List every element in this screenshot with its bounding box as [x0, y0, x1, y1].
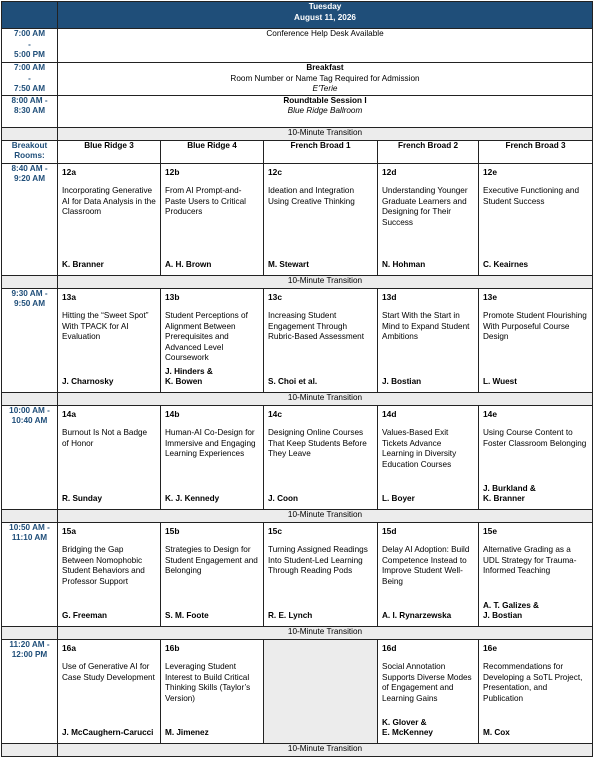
general-row: [2, 63, 593, 96]
session-code: 12d: [382, 166, 397, 177]
header-corner: [2, 2, 58, 29]
room-header: French Broad 1: [264, 140, 378, 163]
session-cell: [58, 522, 161, 626]
date-label: August 11, 2026: [294, 12, 356, 22]
session-title: Bridging the Gap Between Nomophobic Student Behaviors and Professor Support: [62, 545, 145, 586]
session-title: Increasing Student Engagement Through Rubric-Based Assessment: [268, 311, 365, 341]
session-title: Recommendations for Developing a SoTL Project, Presentation, and Publication: [483, 662, 583, 703]
session-presenter: M. Jimenez: [165, 728, 209, 737]
session-cell: [479, 288, 593, 392]
schedule-table: [1, 1, 593, 757]
session-cell: [58, 288, 161, 392]
session-presenter: J. Bostian: [382, 377, 422, 386]
session-title: Strategies to Design for Student Engagement and Belonging: [165, 545, 258, 575]
event-line: Breakfast: [306, 63, 344, 72]
session-title: Incorporating Generative AI for Data Analysis in the Classroom: [62, 186, 156, 216]
transition-time-blank: [2, 392, 58, 405]
session-presenter: N. Hohman: [382, 260, 426, 269]
session-presenter: J. Coon: [268, 494, 299, 503]
session-code: 14c: [268, 408, 282, 419]
session-code: 15c: [268, 525, 282, 536]
session-presenter: K. Glover & E. McKenney: [382, 717, 433, 737]
session-code: 16b: [165, 642, 180, 653]
session-cell: [479, 522, 593, 626]
time-slot: 9:30 AM - 9:50 AM: [2, 288, 58, 392]
session-code: 12c: [268, 166, 282, 177]
transition-row: [2, 626, 593, 639]
session-title: Ideation and Integration Using Creative Thinking: [268, 186, 355, 206]
session-cell: [378, 522, 479, 626]
event-line: E'Terie: [312, 84, 338, 93]
session-code: 12a: [62, 166, 76, 177]
time-slot: 8:40 AM - 9:20 AM: [2, 163, 58, 275]
session-presenter: J. Charnosky: [62, 377, 114, 386]
session-cell: [264, 405, 378, 509]
session-code: 13c: [268, 291, 282, 302]
session-cell: [378, 288, 479, 392]
transition-row: [2, 275, 593, 288]
time-slot: 7:00 AM - 7:50 AM: [2, 63, 58, 96]
session-presenter: K. Branner: [62, 260, 104, 269]
time-slot: 10:00 AM - 10:40 AM: [2, 405, 58, 509]
session-cell: [58, 163, 161, 275]
session-presenter: J. Burkland & K. Branner: [483, 483, 536, 503]
session-code: 13e: [483, 291, 497, 302]
time-slot: 7:00 AM - 5:00 PM: [2, 29, 58, 63]
session-cell: [479, 163, 593, 275]
session-presenter: S. M. Foote: [165, 611, 209, 620]
session-title: Social Annotation Supports Diverse Modes of Engagement and Learning Gains: [382, 662, 472, 703]
session-title: Designing Online Courses That Keep Students Before They Leave: [268, 428, 367, 458]
session-presenter: L. Wuest: [483, 377, 517, 386]
transition-label: 10-Minute Transition: [58, 743, 593, 756]
transition-time-blank: [2, 275, 58, 288]
transition-time-blank: [2, 509, 58, 522]
time-slot: 8:00 AM - 8:30 AM: [2, 95, 58, 127]
session-block-row: [2, 639, 593, 743]
session-title: Promote Student Flourishing With Purposeful Course Design: [483, 311, 587, 341]
general-event: [58, 63, 593, 96]
session-presenter: C. Keairnes: [483, 260, 529, 269]
session-title: Leveraging Student Interest to Build Critical Thinking Skills (Taylor’s Version): [165, 662, 251, 703]
session-code: 12e: [483, 166, 497, 177]
session-code: 15a: [62, 525, 76, 536]
general-event: [58, 95, 593, 127]
session-block-row: [2, 522, 593, 626]
transition-label: 10-Minute Transition: [58, 275, 593, 288]
session-presenter: R. Sunday: [62, 494, 103, 503]
session-presenter: G. Freeman: [62, 611, 108, 620]
transition-row: [2, 743, 593, 756]
session-cell: [264, 288, 378, 392]
session-presenter: S. Choi et al.: [268, 377, 318, 386]
event-line: Blue Ridge Ballroom: [287, 106, 363, 115]
session-presenter: M. Stewart: [268, 260, 309, 269]
session-title: Values-Based Exit Tickets Advance Learning in Diversity Education Courses: [382, 428, 457, 469]
transition-time-blank: [2, 127, 58, 140]
session-code: 13a: [62, 291, 76, 302]
session-presenter: L. Boyer: [382, 494, 415, 503]
session-code: 15b: [165, 525, 180, 536]
transition-row: [2, 127, 593, 140]
session-cell: [479, 639, 593, 743]
session-presenter: A. I. Rynarzewska: [382, 611, 452, 620]
session-code: 14b: [165, 408, 180, 419]
session-cell: [479, 405, 593, 509]
transition-row: [2, 509, 593, 522]
session-cell: [58, 639, 161, 743]
session-code: 14a: [62, 408, 76, 419]
session-title: Turning Assigned Readings Into Student-Led Learning Through Reading Pods: [268, 545, 368, 575]
session-title: Hitting the “Sweet Spot” With TPACK for AI Evaluation: [62, 311, 149, 341]
session-code: 13b: [165, 291, 180, 302]
session-cell: [378, 639, 479, 743]
session-code: 16a: [62, 642, 76, 653]
session-presenter: A. T. Galizes & J. Bostian: [483, 600, 539, 620]
session-code: 14e: [483, 408, 497, 419]
session-title: Burnout Is Not a Badge of Honor: [62, 428, 148, 448]
session-title: Human-AI Co-Design for Immersive and Engaging Learning Experiences: [165, 428, 256, 458]
empty-session-cell: [264, 639, 378, 743]
session-cell: [58, 405, 161, 509]
session-cell: [378, 405, 479, 509]
room-header: Blue Ridge 3: [58, 140, 161, 163]
session-title: Student Perceptions of Alignment Between Prerequisites and Advanced Level Coursework: [165, 311, 248, 362]
transition-time-blank: [2, 626, 58, 639]
room-header: French Broad 3: [479, 140, 593, 163]
transition-label: 10-Minute Transition: [58, 626, 593, 639]
session-title: Start With the Start in Mind to Expand Student Ambitions: [382, 311, 470, 341]
session-code: 14d: [382, 408, 397, 419]
session-block-row: [2, 288, 593, 392]
transition-label: 10-Minute Transition: [58, 509, 593, 522]
session-block-row: [2, 405, 593, 509]
session-cell: [161, 639, 264, 743]
session-presenter: M. Cox: [483, 728, 510, 737]
session-code: 16d: [382, 642, 397, 653]
time-slot: 11:20 AM - 12:00 PM: [2, 639, 58, 743]
session-presenter: J. Hinders & K. Bowen: [165, 366, 213, 386]
session-cell: [161, 405, 264, 509]
session-title: From AI Prompt-and-Paste Users to Critical Producers: [165, 186, 246, 216]
general-event: [58, 29, 593, 63]
session-code: 15e: [483, 525, 497, 536]
breakout-rooms-label: Breakout Rooms:: [2, 140, 58, 163]
session-presenter: R. E. Lynch: [268, 611, 313, 620]
general-row: [2, 95, 593, 127]
day-header: [58, 2, 593, 29]
session-presenter: A. H. Brown: [165, 260, 212, 269]
session-code: 15d: [382, 525, 397, 536]
event-line: Room Number or Name Tag Required for Admission: [230, 73, 420, 83]
session-cell: [161, 163, 264, 275]
session-cell: [264, 163, 378, 275]
session-code: 12b: [165, 166, 180, 177]
session-block-row: [2, 163, 593, 275]
transition-label: 10-Minute Transition: [58, 392, 593, 405]
room-header: Blue Ridge 4: [161, 140, 264, 163]
session-code: 13d: [382, 291, 397, 302]
session-title: Executive Functioning and Student Success: [483, 186, 580, 206]
session-title: Alternative Grading as a UDL Strategy for Trauma-Informed Teaching: [483, 545, 577, 575]
header-row: [2, 2, 593, 29]
day-label: Tuesday: [308, 2, 342, 11]
event-line: Conference Help Desk Available: [266, 29, 384, 38]
session-presenter: K. J. Kennedy: [165, 494, 220, 503]
transition-label: 10-Minute Transition: [58, 127, 593, 140]
rooms-row: [2, 140, 593, 163]
session-cell: [161, 288, 264, 392]
session-title: Understanding Younger Graduate Learners and Designing for Their Success: [382, 186, 468, 227]
session-code: 16e: [483, 642, 497, 653]
session-cell: [161, 522, 264, 626]
session-title: Use of Generative AI for Case Study Development: [62, 662, 155, 682]
transition-time-blank: [2, 743, 58, 756]
session-title: Delay AI Adoption: Build Competence Instead to Improve Student Well-Being: [382, 545, 470, 586]
session-cell: [378, 163, 479, 275]
room-header: French Broad 2: [378, 140, 479, 163]
transition-row: [2, 392, 593, 405]
event-line: Roundtable Session I: [283, 95, 367, 105]
session-presenter: J. McCaughern-Carucci: [62, 728, 154, 737]
time-slot: 10:50 AM - 11:10 AM: [2, 522, 58, 626]
session-cell: [264, 522, 378, 626]
session-title: Using Course Content to Foster Classroom Belonging: [483, 428, 587, 448]
general-row: [2, 29, 593, 63]
